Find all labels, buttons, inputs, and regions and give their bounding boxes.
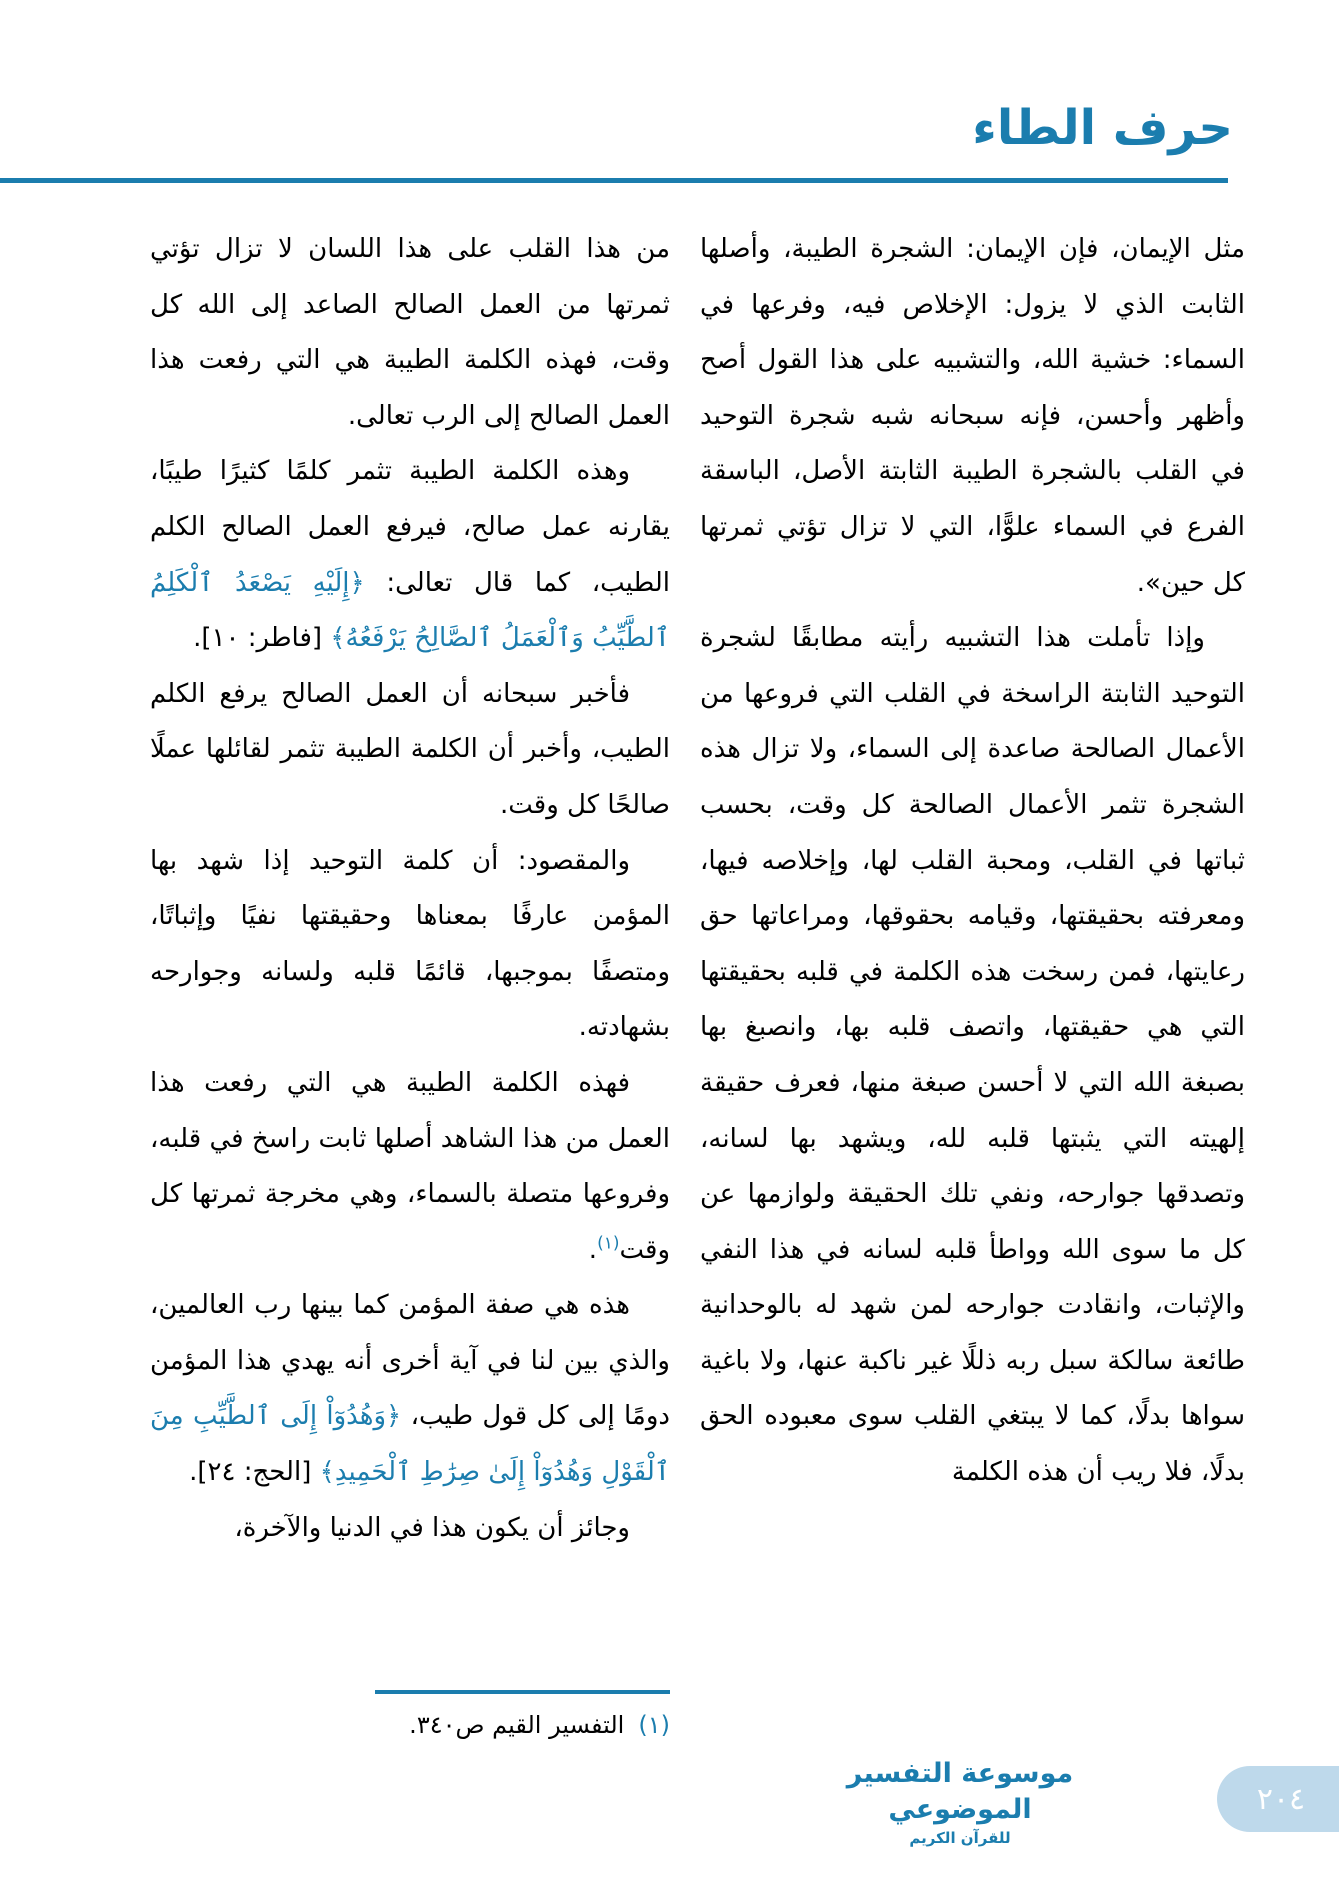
paragraph: من هذا القلب على هذا اللسان لا تزال تؤتي ثمرتها من العمل الصالح الصاعد إلى الله كل وقت، فهذه الكلمة الطيبة هي التي رفعت هذا العمل الصالح إلى الرب تعالى. xyxy=(150,234,670,431)
paragraph-text: . xyxy=(588,1234,598,1265)
paragraph: وجائز أن يكون هذا في الدنيا والآخرة، xyxy=(234,1512,630,1543)
paragraph: مثل الإيمان، فإن الإيمان: الشجرة الطيبة، وأصلها الثابت الذي لا يزول: الإخلاص فيه، وفرعها في السماء: خشية الله، والتشبيه على هذا القول أصح وأظهر وأحسن، فإنه سبحانه شبه شجرة التوحيد في القلب بالشجرة الطيبة الثابتة الأصل، الباسقة الفرع في السماء علوًّا، التي لا تزال تؤتي ثمرتها كل حين». xyxy=(700,234,1245,598)
paragraph xyxy=(150,1278,670,1500)
paragraph: وإذا تأملت هذا التشبيه رأيته مطابقًا لشجرة التوحيد الثابتة الراسخة في القلب التي فروعها من الأعمال الصالحة صاعدة إلى السماء، ولا تزال هذه الشجرة تثمر الأعمال الصالحة كل وقت، بحسب ثباتها في القلب، ومحبة القلب لها، وإخلاصه فيها، ومعرفته بحقيقتها، وقيامه بحقوقها، ومراعاتها حق رعايتها، فمن رسخت هذه الكلمة في قلبه بحقيقتها التي هي حقيقتها، واتصف قلبه بها، وانصبغ بها بصبغة الله التي لا أحسن صبغة منها، فعرف حقيقة إلهيته التي يثبتها قلبه لله، ويشهد بها لسانه، وتصدقها جوارحه، ونفي تلك الحقيقة ولوازمها عن كل ما سوى الله وواطأ قلبه لسانه في هذا النفي والإثبات، وانقادت جوارحه لمن شهد له بالوحدانية طائعة سالكة سبل ربه ذللًا غير ناكبة عنها، ولا باغية سواها بدلًا، كما لا يبتغي القلب سوى معبوده الحق بدلًا، فلا ريب أن هذه الكلمة xyxy=(700,623,1245,1488)
paragraph xyxy=(150,1056,670,1278)
paragraph-text: هذه هي صفة المؤمن كما بينها رب العالمين، والذي بين لنا في آية أخرى أنه يهدي هذا المؤمن دومًا إلى كل قول طيب، xyxy=(150,1290,670,1432)
footnote-label: (١) xyxy=(638,1711,670,1739)
logo-title: موسوعة التفسير الموضوعي xyxy=(846,1758,1074,1825)
footnote-marker: (١) xyxy=(597,1233,620,1254)
column-right xyxy=(700,222,1245,1722)
paragraph xyxy=(150,444,670,666)
footnote xyxy=(150,1704,670,1746)
verse-reference: [الحج: ٢٤]. xyxy=(189,1457,320,1488)
footnote-text: التفسير القيم ص٣٤٠. xyxy=(409,1711,625,1739)
header-rule xyxy=(0,178,1228,183)
paragraph: والمقصود: أن كلمة التوحيد إذا شهد بها المؤمن عارفًا بمعناها وحقيقتها نفيًا وإثباتًا، ومتصفًا بموجبها، قائمًا قلبه ولسانه وجوارحه بشهادته. xyxy=(150,845,670,1043)
chapter-title: حرف الطاء xyxy=(972,100,1233,156)
paragraph-text: فهذه الكلمة الطيبة هي التي رفعت هذا العمل من هذا الشاهد أصلها ثابت راسخ في قلبه، وفروعها متصلة بالسماء، وهي مخرجة ثمرتها كل وقت xyxy=(150,1067,670,1265)
logo-subtitle: للقرآن الكريم xyxy=(909,1829,1011,1847)
quran-verse: ﴿إِلَيْهِ يَصْعَدُ ٱلْكَلِمُ ٱلطَّيِّبُ وَٱلْعَمَلُ ٱلصَّالِحُ يَرْفَعُهُ﴾ xyxy=(150,567,670,654)
quran-verse: ﴿وَهُدُوٓاْ إِلَى ٱلطَّيِّبِ مِنَ ٱلْقَوْلِ وَهُدُوٓاْ إِلَىٰ صِرَٰطِ ٱلْحَمِيدِ﴾ xyxy=(150,1401,670,1488)
paragraph-text: وهذه الكلمة الطيبة تثمر كلمًا كثيرًا طيبًا، يقارنه عمل صالح، فيرفع العمل الصالح الكلم الطيب، كما قال تعالى: xyxy=(150,456,670,598)
publisher-logo xyxy=(845,1756,1075,1848)
page-number: ٢٠٤ xyxy=(1256,1781,1306,1817)
footnote-separator xyxy=(375,1690,670,1694)
paragraph: فأخبر سبحانه أن العمل الصالح يرفع الكلم الطيب، وأخبر أن الكلمة الطيبة تثمر لقائلها عملًا صالحًا كل وقت. xyxy=(150,678,670,820)
page-number-tab xyxy=(1217,1766,1339,1832)
column-left xyxy=(150,222,670,1672)
verse-reference: [فاطر: ١٠]. xyxy=(193,623,331,654)
